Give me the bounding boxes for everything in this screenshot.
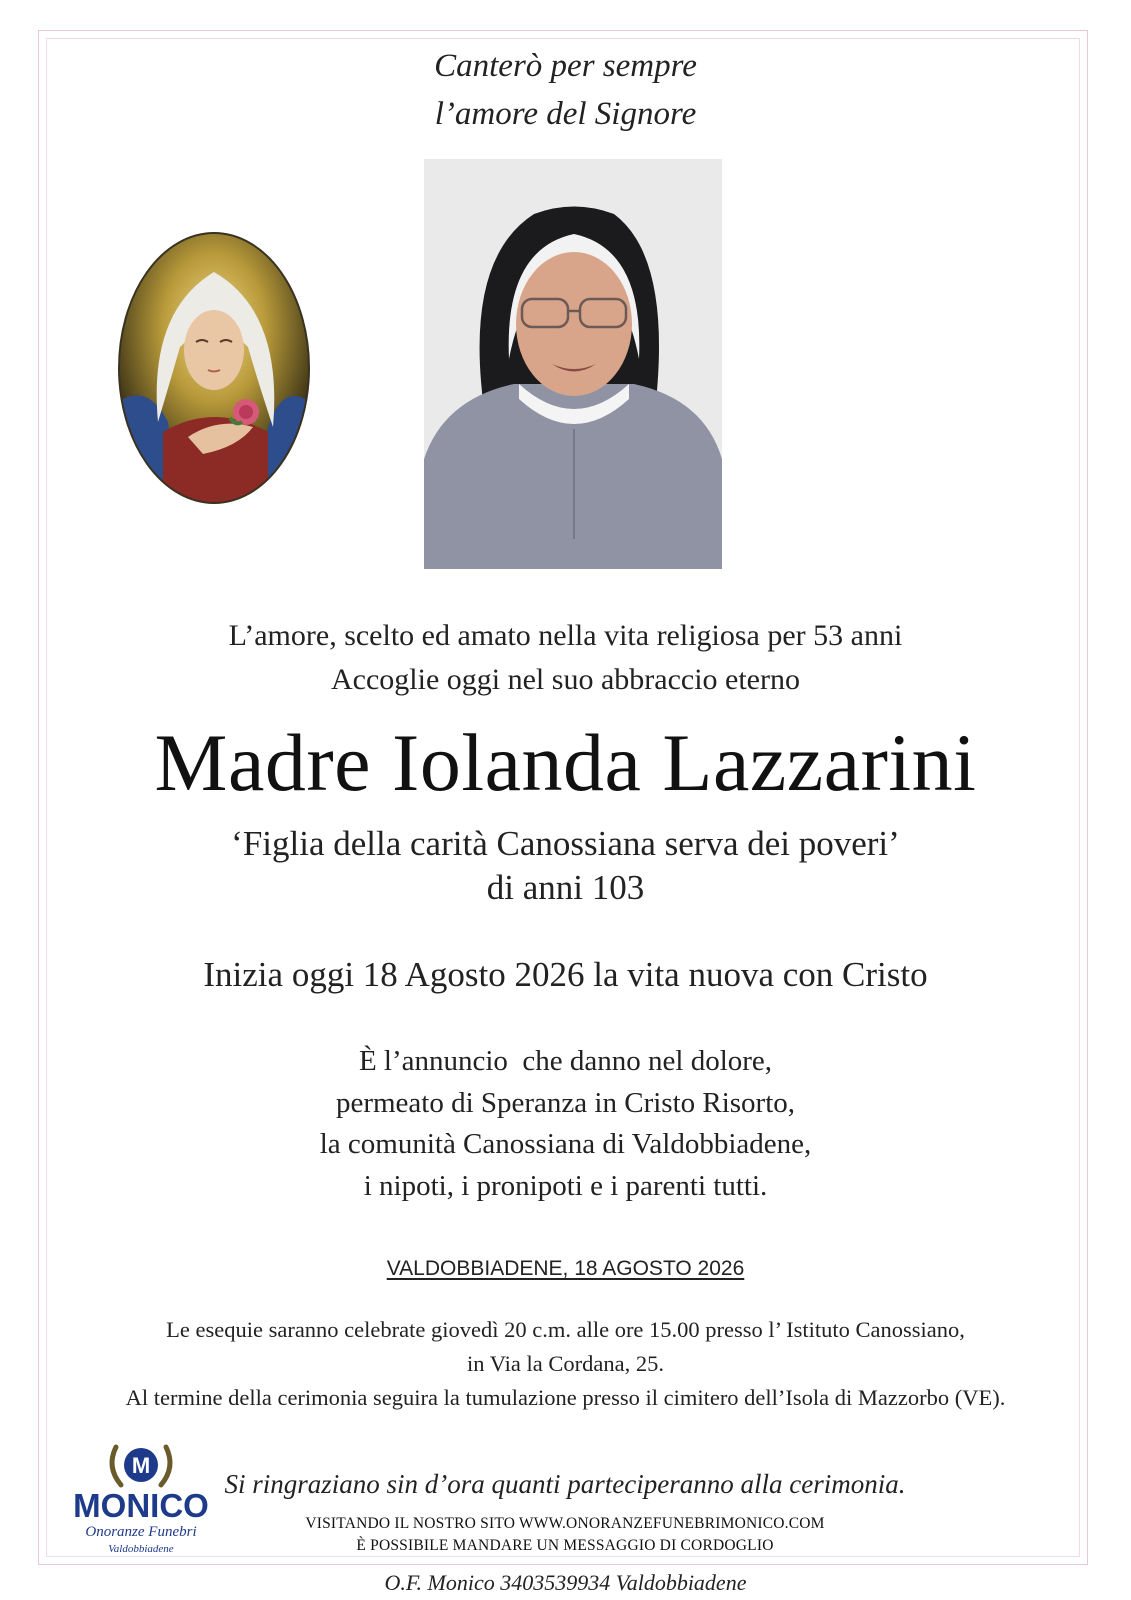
portrait-photo	[424, 159, 722, 569]
motto-line-1: Canterò per sempre	[434, 48, 697, 84]
intro-text	[0, 614, 1131, 702]
deceased-description	[0, 822, 1131, 910]
funeral-line-1: Le esequie saranno celebrate giovedì 20 c.m. alle ore 15.00 presso l’ Istituto Canossiano,	[166, 1317, 965, 1342]
website-line-2: È POSSIBILE MANDARE UN MESSAGGIO DI CORDOGLIO	[356, 1537, 774, 1554]
intro-line-2: Accoglie oggi nel suo abbraccio eterno	[331, 663, 800, 696]
funeral-info	[0, 1313, 1131, 1415]
announcement-line-4: i nipoti, i pronipoti e i parenti tutti.	[363, 1169, 768, 1202]
funeral-line-3: Al termine della cerimonia seguira la tumulazione presso il cimitero dell’Isola di Mazzorbo (VE).	[125, 1385, 1006, 1410]
laurel-emblem-icon	[66, 1437, 216, 1557]
announcement-line-2: permeato di Speranza in Cristo Risorto,	[335, 1086, 796, 1119]
logo-subtitle: Onoranze Funebri	[85, 1524, 197, 1540]
place-date-text: VALDOBBIADENE, 18 AGOSTO 2026	[386, 1257, 745, 1280]
announcement-line-1: È l’annuncio che danno nel dolore,	[358, 1045, 773, 1077]
age-line: di anni 103	[486, 868, 645, 907]
announcement	[0, 1041, 1131, 1207]
description-line: ‘Figlia della carità Canossiana serva dei poveri’	[231, 824, 900, 863]
logo-initial: M	[131, 1453, 151, 1478]
place-date	[0, 1255, 1131, 1283]
start-line: Inizia oggi 18 Agosto 2026 la vita nuova con Cristo	[203, 955, 928, 994]
motto	[0, 42, 1131, 138]
logo-town: Valdobbiadene	[108, 1543, 174, 1555]
announcement-line-3: la comunità Canossiana di Valdobbiadene,	[319, 1128, 812, 1160]
website-line-1: VISITANDO IL NOSTRO SITO WWW.ONORANZEFUNEBRIMONICO.COM	[305, 1515, 825, 1532]
madonna-image	[118, 232, 310, 504]
motto-line-2: l’amore del Signore	[434, 96, 697, 132]
website-notice	[270, 1513, 860, 1557]
deceased-name: Madre Iolanda Lazzarini	[154, 717, 977, 808]
monico-logo	[66, 1437, 216, 1557]
logo-brand: MONICO	[73, 1487, 209, 1524]
intro-line-1: L’amore, scelto ed amato nella vita religiosa per 53 anni	[228, 619, 903, 652]
funeral-line-2: in Via la Cordana, 25.	[467, 1351, 664, 1376]
thanks-line: Si ringraziano sin d’ora quanti parteciperanno alla cerimonia.	[224, 1469, 906, 1499]
footer-contact: O.F. Monico 3403539934 Valdobbiadene	[384, 1570, 747, 1595]
